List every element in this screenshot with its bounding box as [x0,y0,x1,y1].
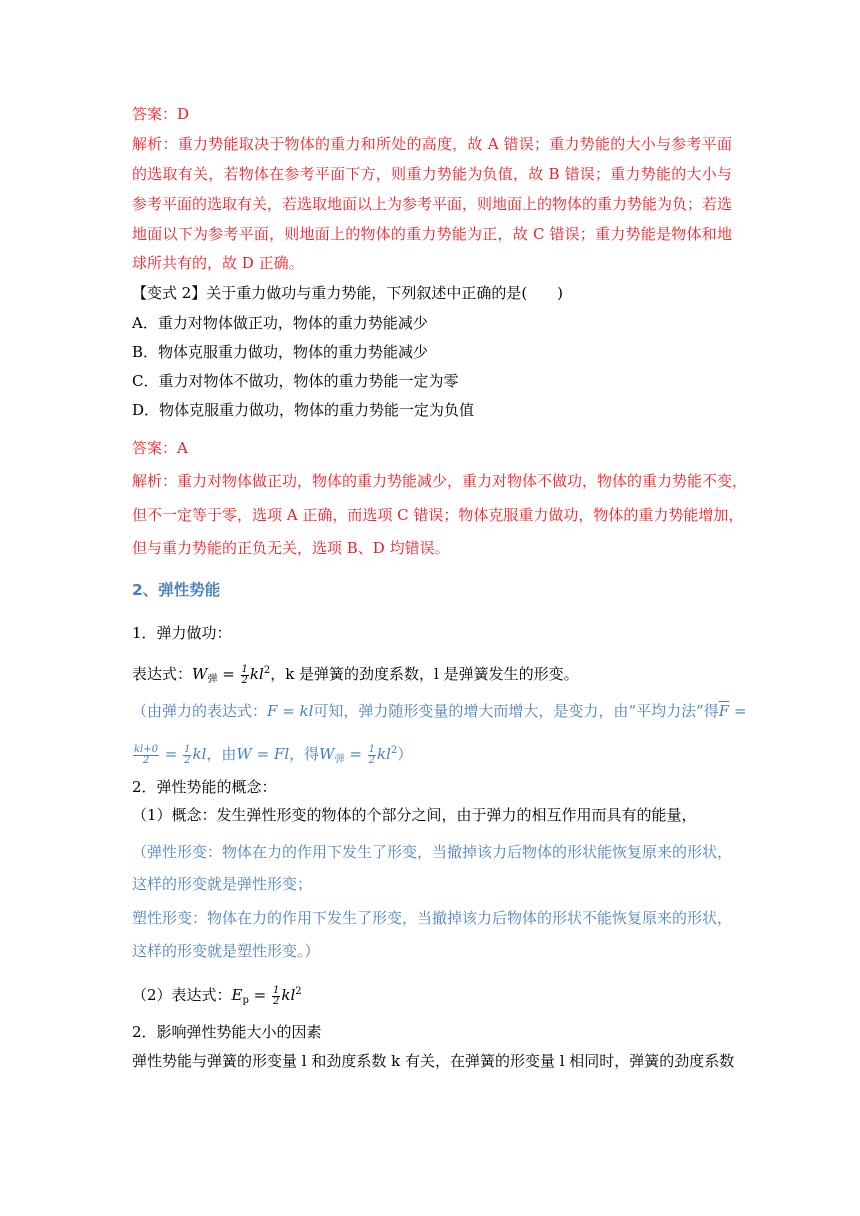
note-part-e: ） [397,745,413,763]
analysis-2-line-2: 但不一定等于零，选项 A 正确，而选项 C 错误；物体克服重力做功，物体的重力势能增加， [132,506,744,524]
elastic-energy-formula: $E_p$ = $\frac{1}{2}$ $kl^2$ [231,984,302,1007]
expression-rest: ，k 是弹簧的劲度系数，l 是弹簧发生的形变。 [270,665,579,683]
answer-label-2: 答案：A [132,439,188,457]
question-stem: 【变式 2】关于重力做功与重力势能，下列叙述中正确的是( ) [132,284,564,302]
plastic-line-1: 塑性形变：物体在力的作用下发生了形变，当撤掉该力后物体的形状不能恢复原来的形状， [132,909,733,927]
note-part-a: （由弹力的表达式： [132,702,268,720]
expression-2-label: （2）表达式： [132,986,232,1004]
expression-line [132,659,732,692]
average-force-symbol: $\overline{F}$ = [718,702,747,720]
hooke-formula: F = kl [267,702,314,720]
item-3-title: 2．影响弹性势能大小的因素 [132,1023,322,1041]
note-line-1 [132,700,747,722]
note-line-2 [132,739,732,772]
note-part-b: 可知，弹力随形变量的增大而增大，是变力，由“平均力法”得 [313,702,719,720]
option-b: B．物体克服重力做功，物体的重力势能减少 [132,343,429,361]
option-c: C．重力对物体不做功，物体的重力势能一定为零 [132,372,459,390]
expression-2-line [132,980,732,1013]
analysis-1-line-2: 的选取有关，若物体在参考平面下方，则重力势能为负值，故 B 错误；重力势能的大小与 [132,165,732,183]
concept-line: （1）概念：发生弹性形变的物体的个部分之间，由于弹力的相互作用而具有的能量， [132,806,697,824]
analysis-1-line-4: 地面以下为参考平面，则地面上的物体的重力势能为正，故 C 错误；重力势能是物体和地 [132,225,732,243]
note-part-c: ，由 [206,745,237,763]
work-definition-formula: W = Fl [236,745,290,763]
plastic-line-2: 这样的形变就是塑性形变。） [132,942,320,960]
section-heading: 2、弹性势能 [132,581,221,599]
option-a: A．重力对物体做正功，物体的重力势能减少 [132,314,428,332]
item-2-title: 2．弹性势能的概念： [132,778,277,796]
analysis-1-line-1: 解析：重力势能取决于物体的重力和所处的高度，故 A 错误；重力势能的大小与参考平面 [132,135,732,153]
analysis-1-line-3: 参考平面的选取有关，若选取地面以上为参考平面，则地面上的物体的重力势能为负；若选 [132,195,733,213]
elastic-line-1: （弹性形变：物体在力的作用下发生了形变，当撤掉该力后物体的形状能恢复原来的形状， [132,843,733,861]
item-1-title: 1．弹力做功： [132,624,232,642]
expression-label: 表达式： [132,665,193,683]
factors-line: 弹性势能与弹簧的形变量 l 和劲度系数 k 有关，在弹簧的形变量 l 相同时，弹簧的劲度系数 [132,1052,735,1070]
option-d: D．物体克服重力做功，物体的重力势能一定为负值 [132,401,475,419]
elastic-line-2: 这样的形变就是弹性形变； [132,875,313,893]
average-force-formula: $\frac{kl+0}{2}$ = $\frac{1}{2}$ kl [134,743,207,766]
analysis-1-line-5: 球所共有的，故 D 正确。 [132,254,304,272]
work-formula: $W_弹$ = $\frac{1}{2}$ $kl^2$ [192,663,271,686]
note-part-d: ，得 [289,745,320,763]
elastic-work-formula: $W_弹$ = $\frac{1}{2}$ $kl^2$ [319,743,398,766]
analysis-2-line-3: 但与重力势能的正负无关，选项 B、D 均错误。 [132,539,450,557]
answer-label-1: 答案：D [132,105,190,123]
analysis-2-line-1: 解析：重力对物体做正功，物体的重力势能减少，重力对物体不做功，物体的重力势能不变， [132,472,748,490]
